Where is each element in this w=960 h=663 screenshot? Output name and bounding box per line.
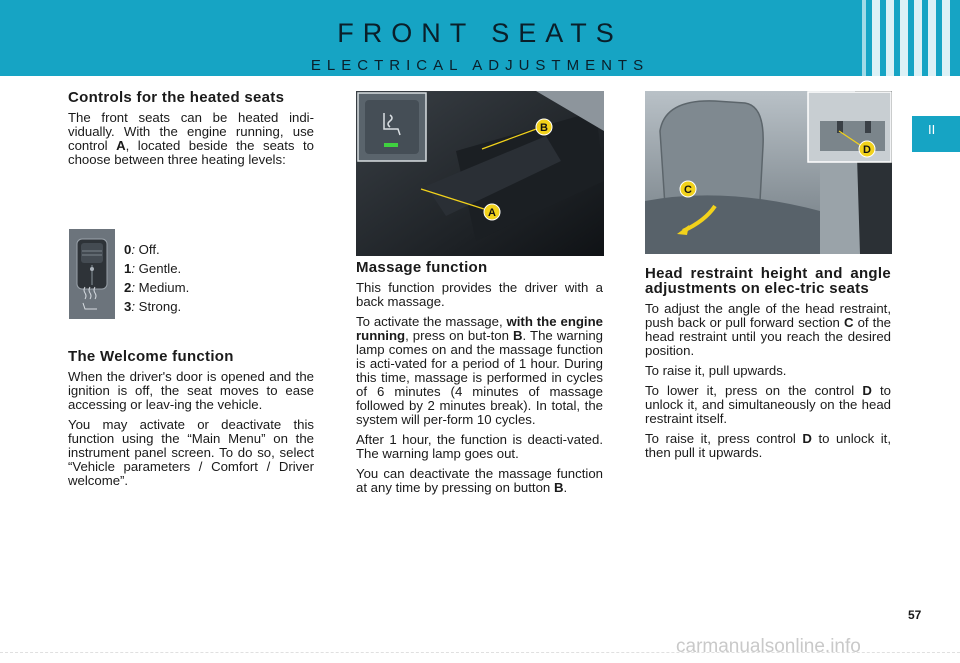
- callout-b-label: B: [540, 122, 548, 134]
- text: . The warning lamp comes on and the massage function is acti-vated for a period of 1 hour. During this time, massage is performed in cycles of 6 minutes (4 minutes of massage followed by 2 minutes break). In total, the system will per-form 10 cycles.: [356, 328, 603, 427]
- control-d-ref: D: [862, 383, 872, 398]
- text: , press on but-ton: [405, 328, 513, 343]
- massage-section: [356, 260, 603, 501]
- page-number: 57: [908, 608, 922, 622]
- massage-control-photo: [356, 91, 604, 256]
- welcome-section: [68, 350, 314, 494]
- heated-seats-section: [68, 90, 314, 173]
- emphasis: with the engine running: [356, 314, 603, 343]
- heating-level-item: 1: Gentle.: [124, 261, 182, 276]
- footer-divider: [0, 652, 960, 654]
- warning-lamp-icon: [384, 143, 398, 147]
- heating-level-item: 3: Strong.: [124, 299, 182, 314]
- intro-text-end: , located beside the seats to choose between three heating levels:: [68, 138, 314, 167]
- head-restraint-paragraph: [645, 432, 891, 460]
- intro-text: The front seats can be heated indi-vidually. With the engine running, use control: [68, 110, 314, 153]
- welcome-heading: The Welcome function: [68, 348, 234, 365]
- massage-paragraph: [356, 315, 603, 427]
- callout-b: [536, 119, 552, 135]
- page-subtitle: ELECTRICAL ADJUSTMENTS: [310, 57, 650, 74]
- text: .: [563, 480, 568, 495]
- control-d-ref: D: [802, 431, 812, 446]
- heated-seat-switch-photo: [69, 229, 115, 319]
- level-code: 2: [124, 280, 132, 295]
- level-label: Gentle.: [135, 261, 182, 276]
- heating-level-item: 0: Off.: [124, 242, 160, 257]
- heated-seats-intro: [68, 111, 314, 167]
- callout-a-label: A: [488, 207, 496, 219]
- heating-level-item: 2: Medium.: [124, 280, 190, 295]
- welcome-paragraph: When the driver's door is opened and the ignition is off, the seat moves to ease accessing or leav-ing the vehicle.: [68, 369, 314, 412]
- text: to unlock it, and simultaneously on the head restraint itself.: [645, 383, 891, 426]
- section-tab[interactable]: II: [912, 116, 960, 152]
- callout-d: [859, 141, 875, 157]
- head-restraint-photo: [645, 91, 892, 254]
- text: To adjust the angle of the head restraint, push back or pull forward section: [645, 301, 891, 330]
- text: to unlock it, then pull it upwards.: [645, 431, 891, 460]
- page-title: FRONT SEATS: [337, 18, 623, 48]
- head-restraint-paragraph: To raise it, pull upwards.: [645, 363, 787, 378]
- callout-c: [680, 181, 696, 197]
- callout-c-label: C: [684, 184, 692, 196]
- heating-levels-list: [124, 240, 189, 316]
- massage-heading: Massage function: [356, 259, 488, 276]
- text: You can deactivate the massage function at any time by pressing on button: [356, 466, 603, 495]
- welcome-paragraph: You may activate or deactivate this function using the “Main Menu” on the instrument panel screen. To do so, select “Vehicle parameters / Comfort / Driver welcome”.: [68, 417, 314, 488]
- watermark: carmanualsonline.info: [676, 636, 861, 657]
- massage-paragraph: [356, 467, 603, 495]
- text: To lower it, press on the control: [645, 383, 863, 398]
- level-label: Strong.: [135, 299, 182, 314]
- control-a-ref: A: [116, 138, 126, 153]
- text: of the head restraint until you reach the desired position.: [645, 315, 891, 358]
- massage-paragraph: After 1 hour, the function is deacti-vated. The warning lamp goes out.: [356, 432, 603, 461]
- level-code: 1: [124, 261, 132, 276]
- section-c-ref: C: [843, 315, 854, 330]
- level-code: 0: [124, 242, 132, 257]
- text: To raise it, press control: [645, 431, 803, 446]
- button-b-ref: B: [553, 480, 564, 495]
- head-restraint-section: [645, 266, 891, 466]
- head-restraint-paragraph: [645, 384, 891, 426]
- massage-paragraph: This function provides the driver with a back massage.: [356, 280, 603, 309]
- level-label: Off.: [135, 242, 160, 257]
- head-restraint-paragraph: [645, 302, 891, 358]
- callout-d-label: D: [863, 144, 871, 156]
- heated-seats-heading: Controls for the heated seats: [68, 89, 285, 106]
- callout-a: [484, 204, 500, 220]
- level-code: 3: [124, 299, 132, 314]
- level-label: Medium.: [135, 280, 190, 295]
- text: To activate the massage,: [356, 314, 507, 329]
- button-b-ref: B: [513, 328, 523, 343]
- head-restraint-heading: Head restraint height and angle adjustments on elec-tric seats: [645, 265, 891, 297]
